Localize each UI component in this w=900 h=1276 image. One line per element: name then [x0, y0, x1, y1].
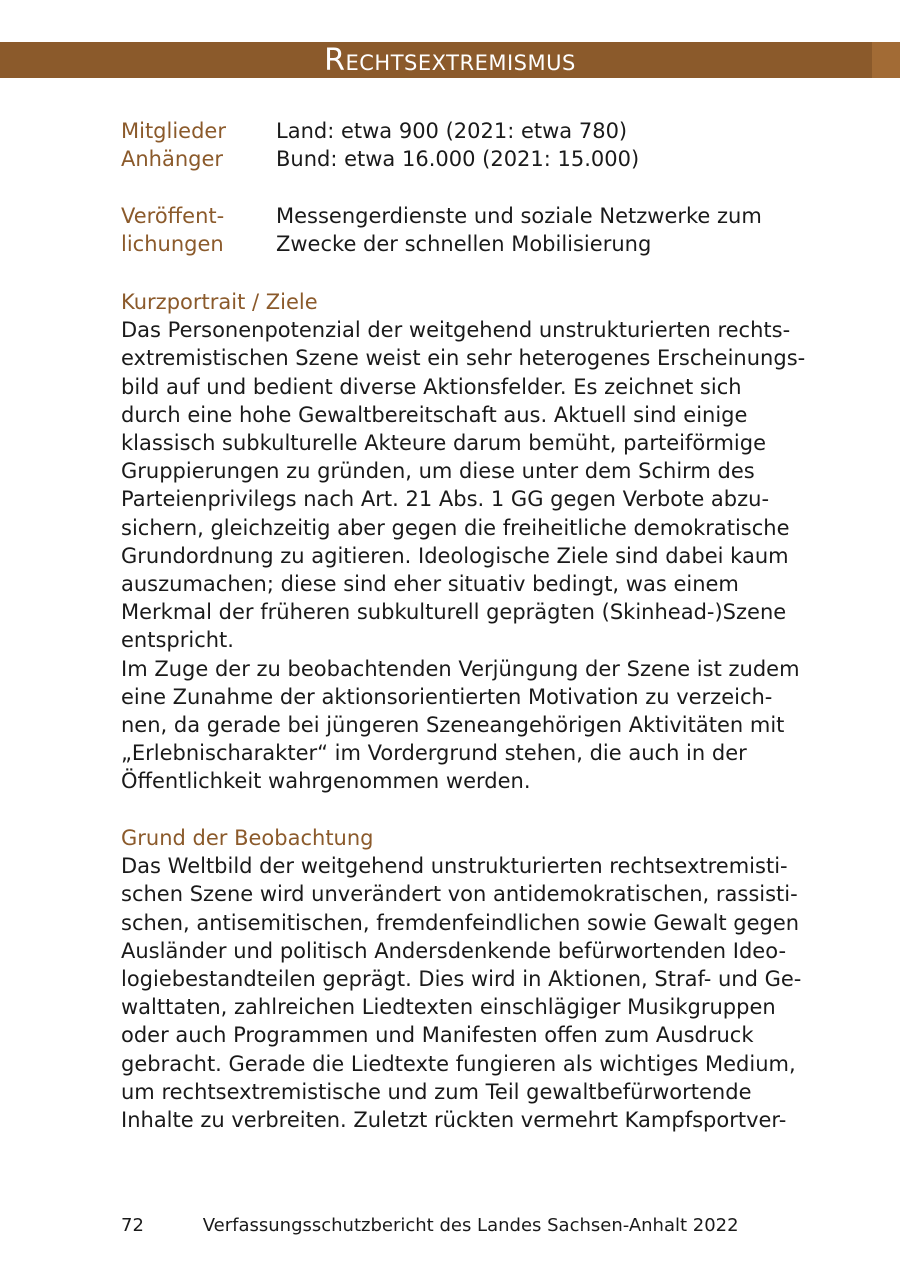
members-row — [121, 117, 801, 145]
section-heading: Grund der Beobachtung — [121, 826, 374, 850]
publications-row-2 — [121, 230, 801, 258]
text-line: durch eine hohe Gewaltbereitschaft aus. Aktuell sind einige — [121, 402, 748, 427]
membership-info — [121, 117, 801, 173]
members-label: Mitglieder — [121, 119, 226, 143]
publications-row-1 — [121, 202, 801, 230]
text-line: oder auch Programmen und Manifesten offen zum Ausdruck — [121, 1023, 754, 1048]
followers-row — [121, 145, 801, 173]
bund-count: Bund: etwa 16.000 (2021: 15.000) — [276, 147, 640, 171]
section-kurzportrait — [121, 288, 806, 796]
text-line: schen, antisemitischen, fremdenfeindlichen sowie Gewalt gegen — [121, 910, 800, 935]
text-line: gebracht. Gerade die Liedtexte fungieren als wichtiges Medium, — [121, 1051, 796, 1076]
section-grund-der-beobachtung — [121, 824, 802, 1134]
publications-label-part-2: lichungen — [121, 232, 224, 256]
text-line: Gruppierungen zu gründen, um diese unter dem Schirm des — [121, 459, 755, 484]
publications-value-part-2: Zwecke der schnellen Mobilisierung — [276, 232, 652, 256]
text-line: nen, da gerade bei jüngeren Szeneangehörigen Aktivitäten mit — [121, 713, 785, 738]
text-line: sichern, gleichzeitig aber gegen die freiheitliche demokratische — [121, 515, 790, 540]
text-line: um rechtsextremistische und zum Teil gewaltbefürwortende — [121, 1079, 752, 1104]
text-line: Ausländer und politisch Andersdenkende befürwortenden Ideo- — [121, 938, 787, 963]
text-line: logiebestandteilen geprägt. Dies wird in Aktionen, Straf- und Ge- — [121, 967, 802, 992]
section-body — [121, 852, 802, 1134]
page-footer — [121, 1214, 739, 1238]
text-line: entspricht. — [121, 628, 234, 653]
publications-label-part-1: Veröffent- — [121, 204, 225, 228]
text-line: Das Weltbild der weitgehend unstrukturierten rechtsextremisti- — [121, 854, 788, 879]
text-line: walttaten, zahlreichen Liedtexten einschlägiger Musikgruppen — [121, 995, 776, 1020]
text-line: Das Personenpotenzial der weitgehend unstrukturierten rechts- — [121, 318, 791, 343]
text-line: schen Szene wird unverändert von antidemokratischen, rassisti- — [121, 882, 798, 907]
text-line: Öffentlichkeit wahrgenommen werden. — [121, 769, 531, 794]
text-line: Grundordnung zu agitieren. Ideologische Ziele sind dabei kaum — [121, 543, 789, 568]
text-line: eine Zunahme der aktionsorientierten Motivation zu verzeich- — [121, 684, 773, 709]
text-line: Inhalte zu verbreiten. Zuletzt rückten vermehrt Kampfsportver- — [121, 1108, 787, 1133]
publication-title: Verfassungsschutzbericht des Landes Sachsen-Anhalt 2022 — [202, 1215, 739, 1236]
text-line: auszumachen; diese sind eher situativ bedingt, was einem — [121, 572, 739, 597]
publications-value-part-1: Messengerdienste und soziale Netzwerke zum — [276, 204, 762, 228]
publications-info — [121, 202, 801, 258]
page-number: 72 — [121, 1215, 144, 1236]
text-line: „Erlebnischarakter“ im Vordergrund stehen, die auch in der — [121, 741, 747, 766]
text-line: bild auf und bedient diverse Aktionsfelder. Es zeichnet sich — [121, 374, 742, 399]
text-line: klassisch subkulturelle Akteure darum bemüht, parteiförmige — [121, 431, 767, 456]
followers-label: Anhänger — [121, 147, 224, 171]
text-line: Parteienprivilegs nach Art. 21 Abs. 1 GG gegen Verbote abzu- — [121, 487, 770, 512]
page-title: Rechtsextremismus — [324, 43, 576, 78]
section-heading: Kurzportrait / Ziele — [121, 290, 318, 314]
text-line: Im Zuge der zu beobachtenden Verjüngung der Szene ist zudem — [121, 656, 800, 681]
text-line: Merkmal der früheren subkulturell geprägten (Skinhead-)Szene — [121, 600, 787, 625]
land-count: Land: etwa 900 (2021: etwa 780) — [276, 119, 628, 143]
section-body — [121, 316, 806, 795]
text-line: extremistischen Szene weist ein sehr heterogenes Erscheinungs- — [121, 346, 806, 371]
